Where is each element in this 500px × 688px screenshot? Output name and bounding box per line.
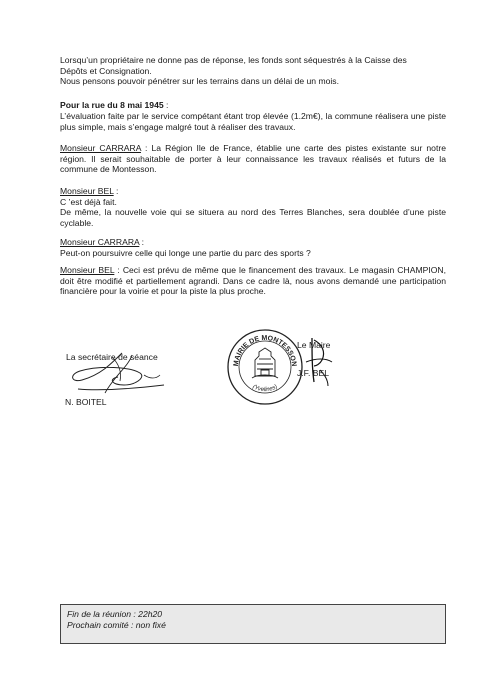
paragraph-evaluation: [60, 111, 446, 132]
svg-text:MAIRIE DE MONTESSON: [233, 335, 297, 367]
secretary-title: La secrétaire de séance: [66, 352, 158, 362]
mayor-title: Le Maire: [297, 340, 331, 350]
paragraph-carrara-question: [60, 237, 446, 258]
stamp-top-text: MAIRIE DE MONTESSON: [232, 334, 298, 367]
section-heading-suffix: :: [163, 100, 169, 110]
paragraph-line: Nous pensons pouvoir pénétrer sur les terrains dans un délai de un mois.: [60, 76, 339, 87]
paragraph-line: Peut-on poursuivre celle qui longe une partie du parc des sports ?: [60, 247, 311, 258]
speaker-suffix: :: [139, 237, 145, 247]
paragraph-line: Lorsqu’un propriétaire ne donne pas de réponse, les fonds sont séquestrés à la Caisse des: [60, 55, 407, 65]
paragraph-bel-champion: [60, 265, 446, 297]
section-heading-text: Pour la rue du 8 mai 1945: [60, 100, 164, 110]
paragraph-text: : La Région Ile de France, établie une carte des pistes existante sur notre région. Il serait souhaitable de porter à leur connaissance les travaux réalisés et futurs de la commune de Montesson.: [60, 143, 446, 175]
paragraph-text: L’évaluation faite par le service compétant étant trop élevée (1.2m€), la commune réalisera une piste plus simple, mais s’engage malgré tout à réaliser des travaux.: [60, 111, 446, 132]
stamp-emblem: [252, 348, 278, 378]
mayor-name: J.F. BEL: [297, 368, 329, 378]
secretary-name: N. BOITEL: [65, 397, 107, 407]
speaker-suffix: :: [113, 186, 119, 196]
paragraph-carrara-region: [60, 143, 446, 175]
next-committee: Prochain comité : non fixé: [67, 620, 166, 630]
speaker-name: Monsieur CARRARA: [60, 237, 140, 247]
paragraph-line: De même, la nouvelle voie qui se situera au nord des Terres Blanches, sera doublée d’une piste cyclable.: [60, 207, 446, 228]
speaker-name: Monsieur BEL: [60, 265, 115, 275]
meeting-footer-box: [60, 604, 446, 644]
paragraph-bel-deja-fait: [60, 186, 446, 228]
paragraph-expropriation: [60, 55, 446, 87]
svg-text:(Yvelines): [251, 384, 278, 393]
speaker-name: Monsieur CARRARA: [60, 143, 141, 153]
paragraph-line: Dépôts et Consignation.: [60, 65, 152, 76]
section-heading-rue: [60, 100, 446, 111]
meeting-end-time: Fin de la réunion : 22h20: [67, 609, 163, 619]
stamp-bottom-text: (Yvelines): [251, 384, 279, 394]
speaker-name: Monsieur BEL: [60, 186, 114, 196]
paragraph-line: C ’est déjà fait.: [60, 196, 117, 207]
paragraph-text: : Ceci est prévu de même que le financement des travaux. Le magasin CHAMPION, doit être modifié et partiellement agrandi. Dans ce cadre là, nous avons demandé une participation financière pour la voirie et pour la piste la plus proche.: [60, 265, 447, 297]
mayor-signature: [292, 332, 352, 392]
secretary-signature: [60, 345, 180, 405]
